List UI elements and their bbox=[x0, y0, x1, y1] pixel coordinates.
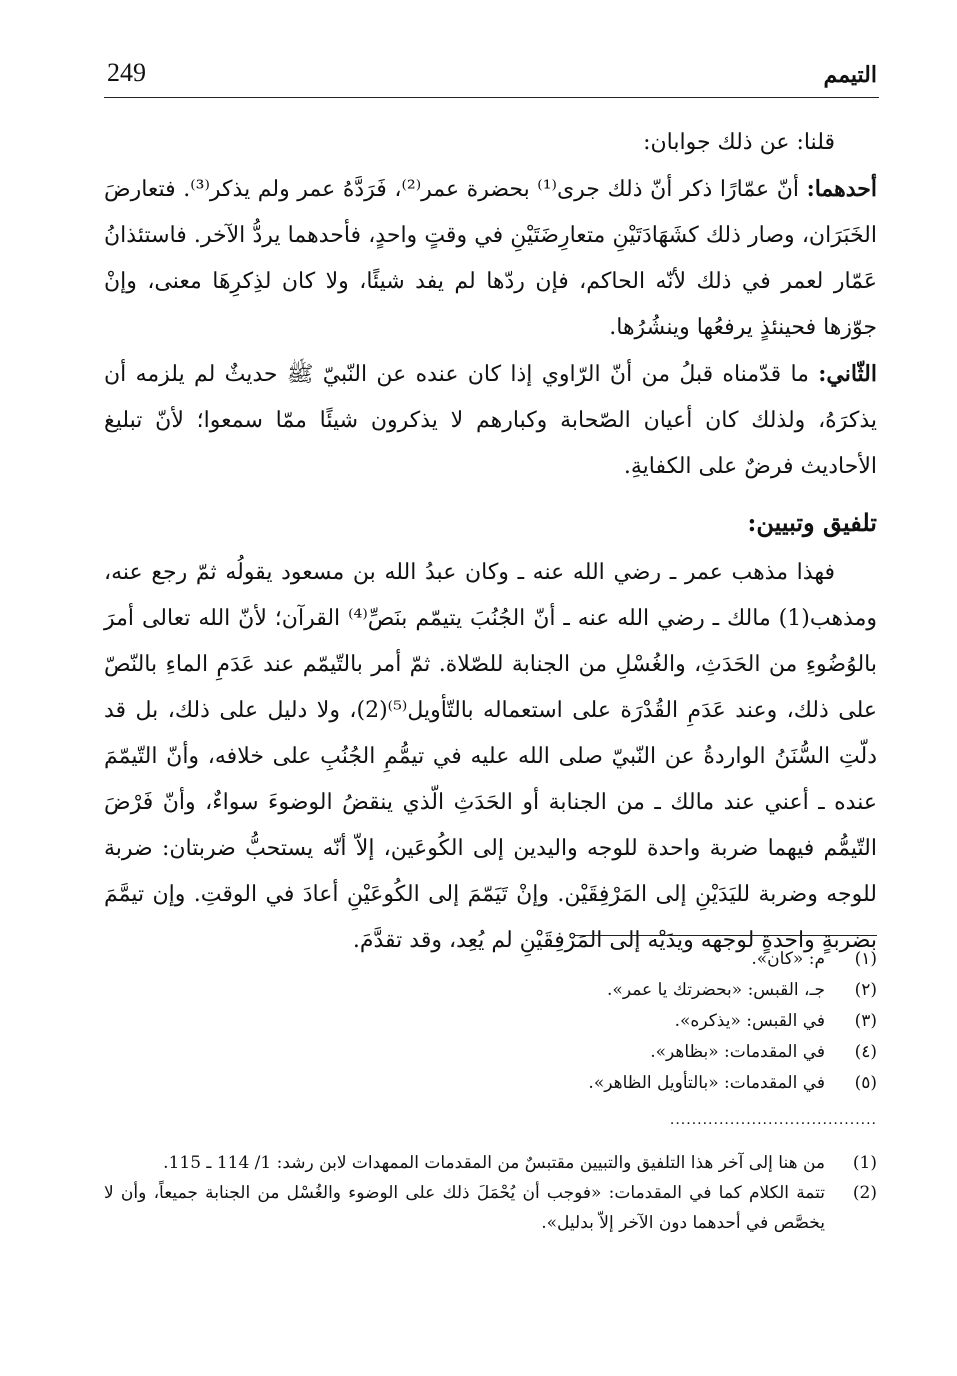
first-answer-label: أحدهما: bbox=[806, 176, 877, 202]
footnote-rule bbox=[575, 935, 877, 936]
section-heading: تلفيق وتبيين: bbox=[747, 508, 877, 537]
footnote-number: (٥) bbox=[854, 1073, 877, 1093]
footnote-item bbox=[104, 1178, 877, 1238]
footnote-text: جـ، القبس: «بحضرتك يا عمر». bbox=[607, 980, 825, 1000]
footnote-item bbox=[104, 1068, 877, 1099]
section-paragraph: فهذا مذهب عمر ـ رضي الله عنه ـ وكان عبدُ الله بن مسعود يقولُه ثمّ رجع عنه، ومذهب(1) مالك ـ رضي الله عنه ـ أنّ الجُنُبَ يتيمّم بنَصِّ⁽⁴⁾ القرآن؛ لأنّ الله تعالى أمرَ بالوُضُوءِ من الحَدَثِ، والغُسْلِ من الجنابة للصّلاة. ثمّ أمر بالتّيمّم عند عَدَمِ الماءِ بالنّصّ على ذلك، وعند عَدَمِ القُدْرَة على استعماله بالتّأويل⁽⁵⁾(2)، ولا دليل على ذلك، بل قد دلّتِ السُّنَنُ الواردةُ عن النّبيّ صلى الله عليه في تيمُّمِ الجُنُبِ على خلافه، وأنّ التّيمّمَ عنده ـ أعني عند مالك ـ من الجنابة أو الحَدَثِ الّذي ينقضُ الوضوءَ سواءٌ، وأنّ فَرْضَ التّيمُّم فيهما ضربة واحدة للوجه واليدين إلى الكُوعَين، إلاّ أنّه يستحبُّ ضربتان: ضربة للوجه وضربة لليَدَيْنِ إلى المَرْفِقَيْن. وإنْ تَيَمّمَ إلى الكُوعَيْنِ أعادَ في الوقتِ. وإن تيمَّمَ بضربةٍ واحدةٍ لوجهه ويدَيْه إلى المَرْفِقَيْنِ لم يُعِد، وقد تقدَّمَ. bbox=[104, 560, 878, 953]
footnote-item bbox=[104, 1037, 877, 1068]
footnote-number: (٢) bbox=[854, 980, 877, 1000]
intro-line: قلنا: عن ذلك جوابان: bbox=[643, 130, 835, 155]
footnote-number: (1) bbox=[852, 1153, 877, 1173]
editor-footnotes bbox=[104, 1148, 877, 1238]
manuscript-footnotes bbox=[104, 944, 877, 1099]
page-header bbox=[0, 0, 957, 110]
footnote-number: (٣) bbox=[854, 1011, 877, 1031]
first-answer bbox=[104, 166, 877, 351]
footnote-item bbox=[104, 944, 877, 975]
second-answer bbox=[104, 351, 877, 490]
footnote-text: في القبس: «يذكره». bbox=[674, 1011, 825, 1031]
main-text bbox=[104, 120, 877, 964]
footnote-number: (١) bbox=[854, 949, 877, 969]
footnote-item bbox=[104, 1148, 877, 1178]
page-number: 249 bbox=[107, 58, 146, 87]
footnote-text: في المقدمات: «بظاهر». bbox=[650, 1042, 825, 1062]
dotted-separator: ...................................... bbox=[669, 1112, 877, 1128]
footnote-text: من هنا إلى آخر هذا التلفيق والتبيين مقتبسٌ من المقدمات الممهدات لابن رشد: 1/ 114 ـ 115. bbox=[163, 1153, 825, 1173]
second-answer-label: الثّاني: bbox=[818, 361, 877, 387]
footnote-text: تتمة الكلام كما في المقدمات: «فوجب أن يُحْمَلَ ذلك على الوضوء والغُسْل من الجنابة جميعاً، وأن لا يخصَّص في أحدهما دون الآخر إلاّ بدليل». bbox=[104, 1183, 825, 1233]
second-answer-text: ما قدّمناه قبلُ من أنّ الرّاوي إذا كان عنده عن النّبيّ ﷺ حديثٌ لم يلزمه أن يذكرَهُ، ولذلك كان أعيان الصّحابة وكبارهم لا يذكرون شيئًا ممّا سمعوا؛ لأنّ تبليغ الأحاديث فرضٌ على الكفايةِ. bbox=[104, 362, 877, 479]
first-answer-text: أنّ عمّارًا ذكر أنّ ذلك جرى⁽¹⁾ بحضرة عمر⁽²⁾، فَرَدَّهُ عمر ولم يذكر⁽³⁾. فتعارضَ الخَبَرَان، وصار ذلك كشَهَادَتَيْنِ متعارِضَتَيْنِ في وقتٍ واحدٍ، فأحدهما يردُّ الآخر. فاستئذانُ عَمّار لعمر في ذلك لأنّه الحاكم، فإن ردّها لم يفد شيئًا، ولا كان لذِكرِهَا معنى، وإنْ جوّزها فحينئذٍ يرفعُها وينشُرُها. bbox=[104, 177, 877, 340]
footnote-item bbox=[104, 975, 877, 1006]
footnote-text: م: «كان». bbox=[751, 949, 825, 969]
running-title: التيمم bbox=[823, 62, 877, 88]
footnote-number: (2) bbox=[852, 1183, 877, 1203]
header-rule bbox=[104, 97, 879, 98]
footnote-number: (٤) bbox=[854, 1042, 877, 1062]
footnote-item bbox=[104, 1006, 877, 1037]
footnote-text: في المقدمات: «بالتأويل الظاهر». bbox=[588, 1073, 825, 1093]
